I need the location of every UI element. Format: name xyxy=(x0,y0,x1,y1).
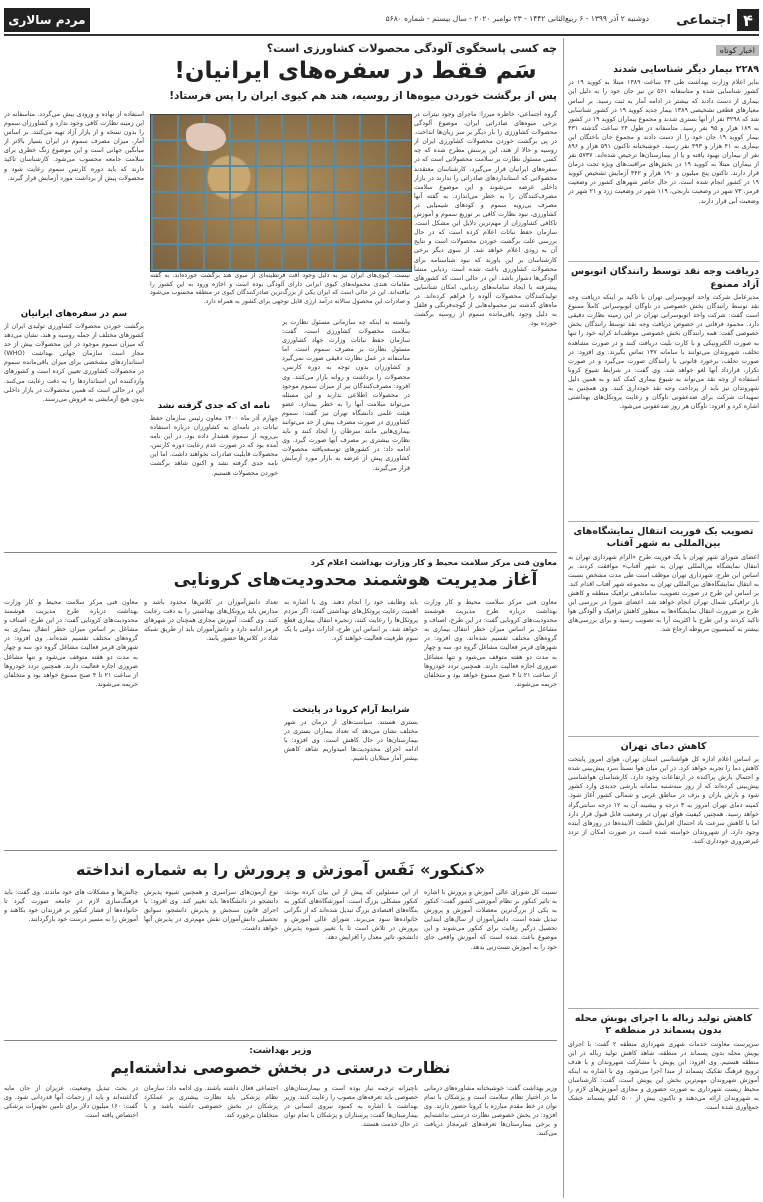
minister-col-4: در بحث تبدیل وضعیت، عزیزان از جان مایه گذاشته‌اند و باید از زحمات آنها قدردانی شود. وی گفت: ۱۶۰ میلیون دلار برای تامین تجهیزات پزشکی اختصاص یافته است. xyxy=(4,1085,138,1120)
main-story-subhead: پس از برگشت خوردن میوه‌ها از روسیه، هند هم کیوی ایران را پس فرستاد! xyxy=(169,90,557,102)
corona-col-3: تعداد دانش‌آموزان در کلاس‌ها محدود باشد و مدارس باید پروتکل‌های بهداشتی را به دقت رعایت کنند. وی گفت: آموزش مجازی همچنان در شهرهای قرمز ادامه دارد و دانش‌آموزان باید از طریق شبکه شاد در کلاس‌ها حضور یابند. xyxy=(144,599,278,643)
dateline: دوشنبه ۲ آذر ۱۳۹۹ - ۶ ربیع‌الثانی ۱۴۴۲ - ۲۳ نوامبر ۲۰۲۰ - سال بیستم - شماره ۵۶۸۰ xyxy=(385,14,649,23)
corona-story-headline: آغاز مدیریت هوشمند محدودیت‌های کرونایی xyxy=(173,570,538,590)
section-name: اجتماعی xyxy=(676,12,731,28)
news-headline: ۲۲۸۹ بیمار دیگر شناسایی شدند xyxy=(613,64,759,75)
divider xyxy=(568,261,759,262)
konkur-col-1: نسبت کل شورای عالی آموزش و پرورش با اشاره به تاثیر کنکور بر نظام آموزشی کشور گفت: کنکور به یکی از بزرگ‌ترین معضلات آموزش و پرورش تبدیل شده است. دانش‌آموزان از سال‌های ابتدایی تحصیل درگیر رقابت برای کنکور می‌شوند و این موضوع باعث شده است که آموزش واقعی جای خود را به آموزش تست‌زنی بدهد. xyxy=(424,889,557,951)
divider xyxy=(568,736,759,737)
news-text: بنابر اعلام وزارت بهداشت طی ۲۴ ساعت ۱۳۸۹ مبتلا به کووید ۱۹ در کشور شناسایی شده و متاسفانه ۵۶۱ تن نیز جان خود را به دلیل این بیماری از دست دادند که بیشتر در ادامه آمار به ثبت رسید. بر اساس معیارهای قطعی تشخیصی ۱۳۸۹ بیمار جدید کووید ۱۹ در کشور شناسایی شد که ۳۲۹۸ نفر از آنها بستری شدند و مجموع بیماران کووید ۱۹ در کشور به ۱۸۹ هزار و ۹۵ نفر رسید. متاسفانه در طول ۲۴ ساعت گذشته ۴۳۱ بیمار کووید ۱۹ جان خود را از دست دادند و مجموع جان باختگان این بیماری به ۴۱ هزار و ۴۹۳ نفر رسید. خوشبختانه تاکنون ۵۹۱ هزار و ۸۹۶ نفر از بیماران بهبود یافته و یا از بیمارستان‌ها ترخیص شده‌اند. ۵۷۳۷ نفر از بیماران مبتلا به کووید ۱۹ در بخش‌های مراقبت‌های ویژه تحت درمان قرار دارند. تاکنون پنج میلیون و ۱۹۰ هزار و ۴۴۲ آزمایش تشخیص کووید ۱۹ در کشور انجام شده است. در حال حاضر شهرهای کشور در وضعیت قرمز، ۷۳ شهر در وضعیت نارنجی، ۱۱۹ شهر در وضعیت زرد و ۲۱ شهر در وضعیت آبی قرار دارند. xyxy=(568,79,759,205)
minister-story-kicker: وزیر بهداشت: xyxy=(249,1046,312,1056)
section-number: ۴ xyxy=(737,9,759,31)
main-story-kicker: چه کسی پاسخگوی آلودگی محصولات کشاورزی است؟ xyxy=(266,42,557,55)
minister-col-2: ناچیزانه ترجمه‌ نیاز بوده است و بیمارستان‌های خصوصی باید تعرفه‌های مصوب را رعایت کنند. وزیر بهداشت با اشاره به کمبود نیروی انسانی در بیمارستان‌ها گفت: پرستاران و پزشکان با تمام توان در حال خدمت هستند. xyxy=(284,1085,418,1129)
section-label xyxy=(661,8,759,32)
konkur-col-4: چالش‌ها و مشکلات ‌های خود ماندند. وی گفت: باید فرهنگ‌سازی لازم در جامعه صورت گیرد تا خانواده‌ها از فشار کنکور بر فرزندان خود بکاهند و آموزش را به مسیر درست خود بازگردانند. xyxy=(4,889,138,924)
news-text: مدیرعامل شرکت واحد اتوبوسرانی تهران با تاکید بر اینکه دریافت وجه نقد توسط رانندگان بخش خصوصی در ناوگان اتوبوسرانی کاملاً ممنوع است گفت: شرکت واحد اتوبوسرانی تهران در این زمینه نظارت دقیقی دارد. محمود فرقانی در خصوص دریافت وجه نقد توسط رانندگان بخش خصوصی گفت: همه رانندگان بخش خصوصی موظف‌اند کرایه خود را تنها به صورت الکترونیکی و با کارت بلیت دریافت کنند و در صورت مشاهده تخلف، شهروندان می‌توانند با سامانه ۱۳۷ تماس بگیرند. وی افزود: در صورت تخلف، برخورد قانونی با رانندگان صورت می‌گیرد و در صورت تکرار، قرارداد آنها لغو خواهد شد. وی گفت: در شرایط شیوع کرونا استفاده از وجه نقد می‌تواند به شیوع بیماری کمک کند و به همین دلیل شهروندان نیز باید از پرداخت وجه نقد خودداری کنند. وی همچنین به تمهیدات شرکت برای ضدعفونی ناوگان و رعایت پروتکل‌های بهداشتی اشاره کرد و افزود: ناوگان هر روز ضدعفونی می‌شود. xyxy=(568,294,759,411)
photo-caption-text: نیست. کیوی‌های ایران نیز به دلیل وجود آفت قرنطینه‌ای از سوی هند برگشت خورده‌اند. به گفته مقامات هندی محموله‌های کیوی ایرانی دارای آلودگی بوده است و اجازه ورود به این کشور را نیافته‌اند. این در حالی است که ایران یکی از بزرگ‌ترین صادرکنندگان کیوی در منطقه محسوب می‌شود و صادرات این محصول سالانه درآمد ارزی قابل توجهی برای کشور به همراه دارد. xyxy=(150,272,410,305)
corona-col-2: باید وظایف خود را انجام دهند. وی با اشاره به اهمیت رعایت پروتکل‌های بهداشتی گفت: اگر مردم پروتکل‌ها را رعایت کنند، زنجیره انتقال بیماری قطع خواهد شد. بر اساس این طرح، ادارات دولتی با یک سوم ظرفیت فعالیت خواهند کرد. xyxy=(284,599,418,643)
news-text: سرپرست معاونت خدمات شهری شهرداری منطقه ۲ گفت: با اجرای پویش محله بدون پسماند در منطقه، شاهد کاهش تولید زباله در این منطقه هستیم. وی افزود: این پویش با مشارکت شهروندان و با هدف ترویج فرهنگ تفکیک پسماند از مبدا اجرا می‌شود. وی با اشاره به اینکه آموزش شهروندان مهم‌ترین بخش این پویش است، گفت: کارشناسان محیط زیست شهرداری به صورت حضوری و مجازی آموزش‌های لازم را به شهروندان ارائه می‌دهند و تاکنون بیش از ۵۰۰ کیلو پسماند خشک جمع‌آوری شده است. xyxy=(568,1040,759,1112)
kiwi-crates-photo xyxy=(150,114,412,272)
main-story-col-mid: وابسته به اینکه چه سازمانی مسئول نظارت بر سلامت محصولات کشاورزی است، گفت: سازمان حفظ نباتات وزارت جهاد کشاورزی مسئول نظارت بر مصرف سموم است. اما متاسفانه در عمل نظارت دقیقی صورت نمی‌گیرد و کشاورزان بدون توجه به دوره کارنس، محصولات را برداشت و روانه بازار می‌کنند. وی افزود: مصرف‌کنندگان نیز از میزان سموم موجود در محصولات اطلاعی ندارند و این مسئله می‌تواند سلامت آنها را به خطر بیندازد. عضو هیئت علمی دانشگاه تهران نیز گفت: سموم کشاورزی در صورت مصرف بیش از حد می‌توانند بیماری‌هایی مانند سرطان را ایجاد کنند و باید نظارت بیشتری بر مصرف آنها صورت گیرد. وی ادامه داد: در کشورهای توسعه‌یافته محصولات کشاورزی پیش از عرضه به بازار مورد آزمایش قرار می‌گیرند. xyxy=(282,319,410,472)
main-story-subheading: سم در سفره‌های ایرانیان xyxy=(20,309,128,319)
konkur-col-2: از این مسئولین که پیش از این بیان کرده بودند، کنکور مشکلی بزرگ است. آموزشگاه‌های کنکور به بنگاه‌های اقتصادی بزرگ تبدیل شده‌اند که از نگرانی خانواده‌ها سود می‌برند. شورای عالی آموزش و پرورش در تلاش است تا با تغییر شیوه پذیرش دانشجو، تاثیر معدل را افزایش دهد. xyxy=(284,889,418,942)
divider xyxy=(4,1040,557,1041)
main-story-col-right: گروه اجتماعی- خاطره میرزا: ماجرای وجود نیترات در برخی میوه‌های صادراتی ایران، موضوع آلودگی محصولات کشاورزی را بار دیگر بر سر زبان‌ها انداخت. در پی برگشت خوردن محصولات کشاورزی ایران از روسیه و حالا از هند، این پرسش مطرح شده که چه کسی مسئول نظارت بر سلامت محصولاتی است که در سفره‌های ایرانیان قرار می‌گیرد. کارشناسان معتقدند محصولاتی که استانداردهای صادراتی را ندارند در بازار داخلی عرضه می‌شوند و این موضوع سلامت مصرف‌کنندگان را به خطر می‌اندازد. به گفته آنها مصرف بی‌رویه سموم و کودهای شیمیایی در کشاورزی، نبود نظارت کافی بر توزیع سموم و آموزش ناکافی کشاورزان از مهم‌ترین دلایل این مشکل است. سازمان حفظ نباتات اعلام کرده است که در حال بررسی علت برگشت خوردن محصولات است و نتایج آن به زودی اعلام خواهد شد. از سوی دیگر برخی کارشناسان بر این باورند که نبود شناسنامه برای محصولات کشاورزی باعث شده است ردیابی منشأ آلودگی‌ها دشوار باشد. این در حالی است که کشورهای پیشرفته با ایجاد سامانه‌های ردیابی، امکان شناسایی تولیدکنندگان محصولات آلوده را فراهم کرده‌اند. در ماه‌های گذشته نیز محموله‌هایی از گوجه‌فرنگی و فلفل به دلیل وجود باقی‌مانده سموم از روسیه برگشت خورده بود. xyxy=(414,111,557,328)
news-headline: تصویب یک فوریت انتقال نمایشگاه‌های بین‌المللی به شهر آفتاب xyxy=(573,526,754,550)
divider xyxy=(4,552,557,553)
konkur-story-headline: «کنکور» نَفَس آموزش و پرورش را به شماره انداخته xyxy=(75,860,486,879)
news-headline: دریافت وجه نقد توسط رانندگان اتوبوس آزاد ممنوع xyxy=(570,266,759,290)
corona-col-2b: بستری هستند. سیاست‌های از درمان در شهر مختلف نشان می‌دهد که تعداد بیماران بستری در بیمارستان‌ها در حال کاهش است. وی افزود: با ادامه اجرای محدودیت‌ها امیدواریم شاهد کاهش بیشتر آمار مبتلایان باشیم. xyxy=(284,719,418,763)
short-news-tag: اخبار کوتاه xyxy=(716,45,759,56)
divider xyxy=(568,521,759,522)
divider xyxy=(568,1008,759,1009)
news-text: بر اساس اعلام اداره کل هواشناسی استان تهران، هوای امروز پایتخت کاهش دما را تجربه خواهد کرد. در این میان هوا نسبتاً سرد پیش‌بینی شده و احتمال بارش پراکنده در ارتفاعات وجود دارد. کارشناسان هواشناسی پیش‌بینی کرده‌اند که از روز سه‌شنبه سامانه بارشی جدیدی وارد کشور شود و بارش باران و برف در مناطق غربی و شمالی کشور آغاز شود. کمینه دمای تهران امروز به ۳ درجه و بیشینه آن به ۱۲ درجه سانتی‌گراد خواهد رسید. همچنین کیفیت هوای تهران در وضعیت قابل قبول قرار دارد اما با کاهش سرعت باد احتمال افزایش غلظت آلاینده‌ها در روزهای آینده وجود دارد. از شهروندان خواسته شده است در صورت امکان از تردد غیرضروری خودداری کنند. xyxy=(568,756,759,845)
paper-name: مردم سالاری xyxy=(4,8,90,32)
corona-subheading: شرایط آرام کرونا در پایتخت xyxy=(292,705,410,715)
news-text: اعضای شورای شهر تهران با یک فوریت طرح «الزام شهرداری تهران به انتقال نمایشگاه بین‌المللی تهران به شهر آفتاب» موافقت کردند. بر اساس این طرح، شهرداری تهران موظف است طی مدت مشخص نسبت به انتقال نمایشگاه‌های بین‌المللی تهران به مجموعه شهر آفتاب اقدام کند. بر اساس این طرح در صورت تصویب، ساماندهی ترافیک منطقه و کاهش بار ترافیکی شمال تهران انجام خواهد شد. اعضای شورا در بررسی این طرح بر ضرورت انتقال نمایشگاه‌ها به منظور کاهش ترافیک و آلودگی هوا تاکید کردند و این طرح با اکثریت آرا به تصویب رسید و برای بررسی‌های بیشتر به کمیسیون مربوطه ارجاع شد. xyxy=(568,553,759,634)
letter-heading: نامه ای که جدی گرفته نشد xyxy=(157,401,271,411)
letter-text: چهارم آذر ماه ۱۴۰۰ معاون رئیس سازمان حفظ نباتات در نامه‌ای به کشاورزان درباره استفاده بی‌رویه از سموم هشدار داده بود. در این نامه آمده بود که در صورت عدم رعایت دوره کارنس، محصولات قابلیت صادرات نخواهند داشت. اما این نامه جدی گرفته نشد و اکنون شاهد برگشت خوردن محصولات هستیم. xyxy=(150,415,278,477)
main-story-col-left-bottom: برگشت خوردن محصولات کشاورزی تولیدی ایران از کشورهای مختلف از جمله روسیه و هند، نشان می‌دهد که میزان سموم موجود در این محصولات بیش از حد مجاز است. سازمان جهانی بهداشت (WHO) استانداردهای مشخصی برای میزان باقی‌مانده سموم در محصولات کشاورزی تعیین کرده است و کشورهای واردکننده این استانداردها را به دقت رعایت می‌کنند. این در حالی است که همین محصولات در بازار داخلی بدون هیچ آزمایشی به فروش می‌رسند. xyxy=(4,323,144,403)
corona-col-4: معاون فنی مرکز سلامت محیط و کار وزارت بهداشت درباره طرح مدیریت هوشمند محدودیت‌های کرونایی گفت: در این طرح، اصناف و مشاغل بر اساس میزان خطر انتقال بیماری به گروه‌های مختلف تقسیم شده‌اند. وی افزود: در شهرهای قرمز فعالیت مشاغل گروه دو، سه و چهار به مدت دو هفته متوقف می‌شود و تنها مشاغل ضروری اجازه فعالیت دارند. همچنین تردد خودروها از ساعت ۲۱ تا ۴ صبح ممنوع خواهد بود و متخلفان جریمه می‌شوند. xyxy=(4,599,138,688)
hand-image xyxy=(186,123,226,151)
corona-story-kicker: معاون فنی مرکز سلامت محیط و کار وزارت بهداشت اعلام کرد xyxy=(310,558,557,567)
news-headline: کاهش دمای تهران xyxy=(620,740,707,752)
news-headline: کاهش تولید زباله با اجرای پویش محله بدون پسماند در منطقه ۲ xyxy=(574,1013,753,1037)
main-area xyxy=(4,38,557,1198)
main-story-headline: سَم فقط در سفره‌های ایرانیان! xyxy=(174,58,537,84)
minister-story-headline: نظارت درستی در بخش خصوصی نداشته‌ایم xyxy=(110,1058,451,1077)
divider xyxy=(4,850,557,851)
short-news-column xyxy=(563,38,759,1198)
main-story-col-left-top: استفاده از نهاده و ورودی بیش می‌گردد. متاسفانه در این زمینه نظارت کافی وجود ندارد و کشاورزان سموم را بدون نسخه و از بازار آزاد تهیه می‌کنند. بر اساس آمار، میزان مصرف سموم در ایران بسیار بالاتر از میانگین جهانی است و این موضوع زنگ خطری برای سلامت جامعه محسوب می‌شود. کارشناسان تاکید دارند که باید دوره کارنس سموم رعایت شود و محصولات پیش از برداشت مورد آزمایش قرار گیرند. xyxy=(4,111,144,182)
corona-col-1: معاون فنی مرکز سلامت محیط و کار وزارت بهداشت درباره طرح مدیریت هوشمند محدودیت‌های کرونایی گفت: در این طرح، اصناف و مشاغل بر اساس میزان خطر انتقال بیماری به گروه‌های مختلف تقسیم شده‌اند. وی افزود: در شهرهای قرمز فعالیت مشاغل گروه دو، سه و چهار به مدت دو هفته متوقف می‌شود و تنها مشاغل ضروری اجازه فعالیت دارند. همچنین تردد خودروها از ساعت ۲۱ تا ۴ صبح ممنوع خواهد بود و متخلفان جریمه می‌شوند. xyxy=(424,599,557,688)
minister-col-1: وزیر بهداشت گفت: خوشبختانه مشاوره‌های درمانی ما در اختیار نظام سلامت است و پزشکان با تمام توان در خط مقدم مبارزه با کرونا حضور دارند. وی افزود: در بخش خصوصی نظارت درستی نداشته‌ایم و برخی بیمارستان‌ها تعرفه‌های غیرمجاز دریافت می‌کنند. xyxy=(424,1085,557,1138)
top-bar xyxy=(4,8,759,36)
konkur-col-3: نوع آزمون‌های سراسری و همچنین شیوه پذیرش دانشجو در دانشگاه‌ها باید تغییر کند. وی افزود: با اجرای قانون سنجش و پذیرش دانشجو، سوابق تحصیلی دانش‌آموزان نقش مهم‌تری در پذیرش آنها خواهد داشت. xyxy=(144,889,278,933)
minister-col-3: اجتماعی فعال داشته باشند. وی ادامه داد: سازمان نظام پزشکی باید نظارت بیشتری بر عملکرد پزشکان در بخش خصوصی داشته باشد و با متخلفان برخورد کند. xyxy=(144,1085,278,1120)
